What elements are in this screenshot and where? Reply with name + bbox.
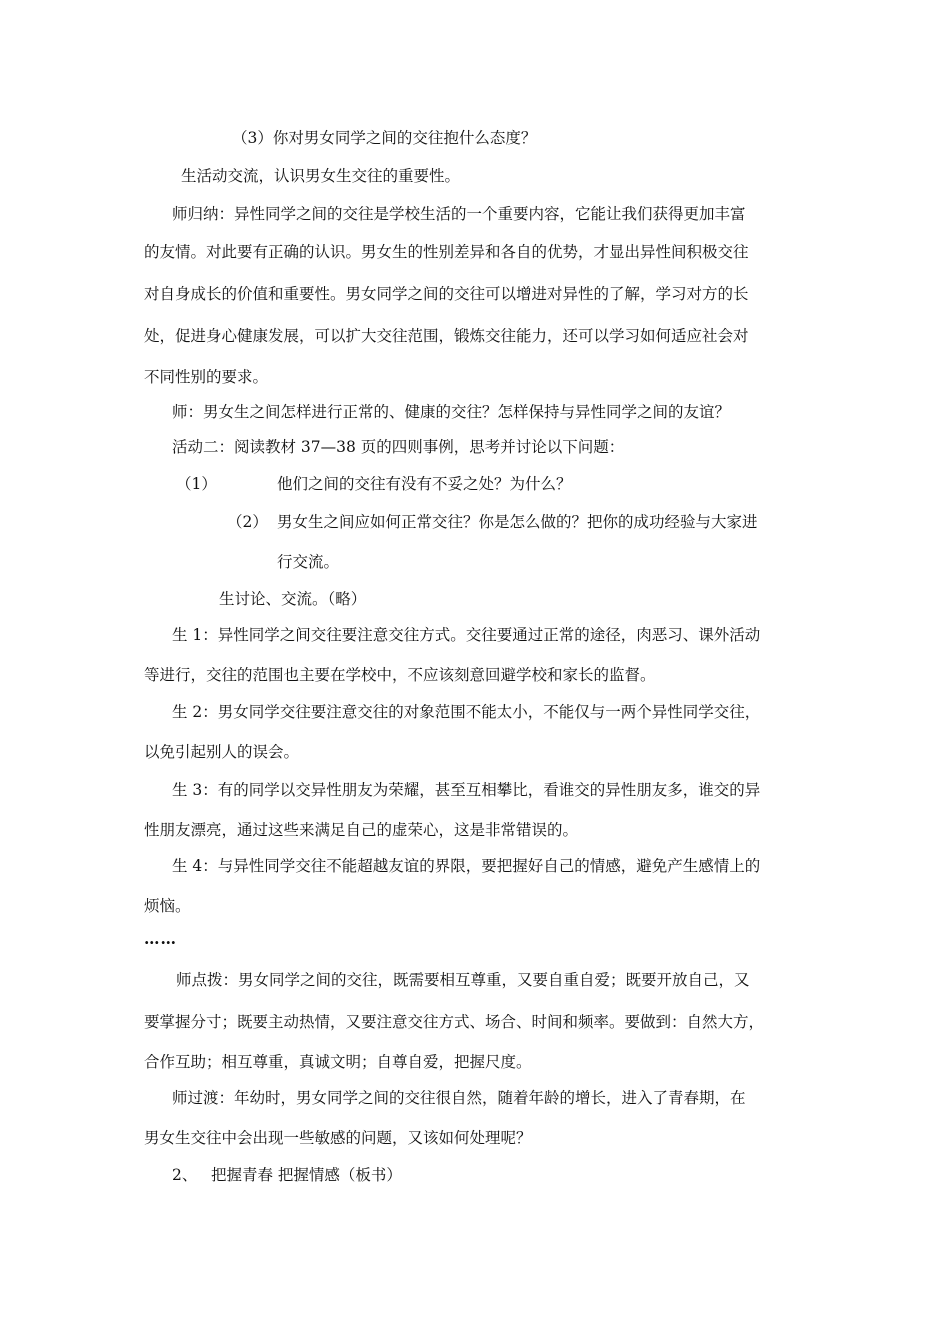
teacher-summary-line-3: 对自身成长的价值和重要性。男女同学之间的交往可以增进对异性的了解，学习对方的长 <box>144 285 749 303</box>
student-3-line-2: 性朋友漂亮，通过这些来满足自己的虚荣心，这是非常错误的。 <box>144 821 579 839</box>
section-2-number: 2、 <box>172 1166 198 1184</box>
teacher-guide-line-2: 要掌握分寸；既要主动热情，又要注意交往方式、场合、时间和频率。要做到：自然大方， <box>144 1013 765 1031</box>
item-1-text: 他们之间的交往有没有不妥之处？为什么？ <box>277 475 572 493</box>
teacher-summary-line-4: 处，促进身心健康发展，可以扩大交往范围，锻炼交往能力，还可以学习如何适应社会对 <box>144 327 749 345</box>
section-2-title: 把握青春 把握情感（板书） <box>211 1166 402 1184</box>
item-2-text-line-2: 行交流。 <box>277 553 340 571</box>
item-2-number: （2） <box>227 513 268 531</box>
student-2-line-2: 以免引起别人的误会。 <box>144 743 300 761</box>
student-1-line-1: 生 1：异性同学之间交往要注意交往方式。交往要通过正常的途径，肉恶习、课外活动 <box>172 626 761 644</box>
item-1-number: （1） <box>176 475 217 493</box>
teacher-transition-line-2: 男女生交往中会出现一些敏感的问题，又该如何处理呢？ <box>144 1129 532 1147</box>
student-exchange: 生活动交流，认识男女生交往的重要性。 <box>181 167 461 185</box>
ellipsis: …… <box>144 929 177 948</box>
student-1-line-2: 等进行，交往的范围也主要在学校中，不应该刻意回避学校和家长的监督。 <box>144 666 656 684</box>
teacher-transition-line-1: 师过渡：年幼时，男女同学之间的交往很自然，随着年龄的增长，进入了青春期，在 <box>172 1089 746 1107</box>
activity-two: 活动二：阅读教材 37—38 页的四则事例，思考并讨论以下问题： <box>172 438 625 456</box>
teacher-summary-line-2: 的友情。对此要有正确的认识。男女生的性别差异和各自的优势，才显出异性间积极交往 <box>144 243 749 261</box>
teacher-summary-line-5: 不同性别的要求。 <box>144 368 269 386</box>
student-3-line-1: 生 3：有的同学以交异性朋友为荣耀，甚至互相攀比，看谁交的异性朋友多，谁交的异 <box>172 781 761 799</box>
question-3: （3）你对男女同学之间的交往抱什么态度？ <box>232 129 537 147</box>
discussion-note: 生讨论、交流。（略） <box>219 590 367 608</box>
teacher-summary-line-1: 师归纳：异性同学之间的交往是学校生活的一个重要内容，它能让我们获得更加丰富 <box>172 205 746 223</box>
student-4-line-2: 烦恼。 <box>144 897 191 915</box>
teacher-guide-line-3: 合作互助；相互尊重，真诚文明；自尊自爱，把握尺度。 <box>144 1053 532 1071</box>
student-2-line-1: 生 2：男女同学交往要注意交往的对象范围不能太小，不能仅与一两个异性同学交往， <box>172 703 761 721</box>
teacher-question: 师：男女生之间怎样进行正常的、健康的交往？怎样保持与异性同学之间的友谊？ <box>172 403 731 421</box>
student-4-line-1: 生 4：与异性同学交往不能超越友谊的界限，要把握好自己的情感，避免产生感情上的 <box>172 857 761 875</box>
teacher-guide-line-1: 师点拨：男女同学之间的交往，既需要相互尊重，又要自重自爱；既要开放自己，又 <box>176 971 750 989</box>
item-2-text-line-1: 男女生之间应如何正常交往？你是怎么做的？把你的成功经验与大家进 <box>277 513 758 531</box>
